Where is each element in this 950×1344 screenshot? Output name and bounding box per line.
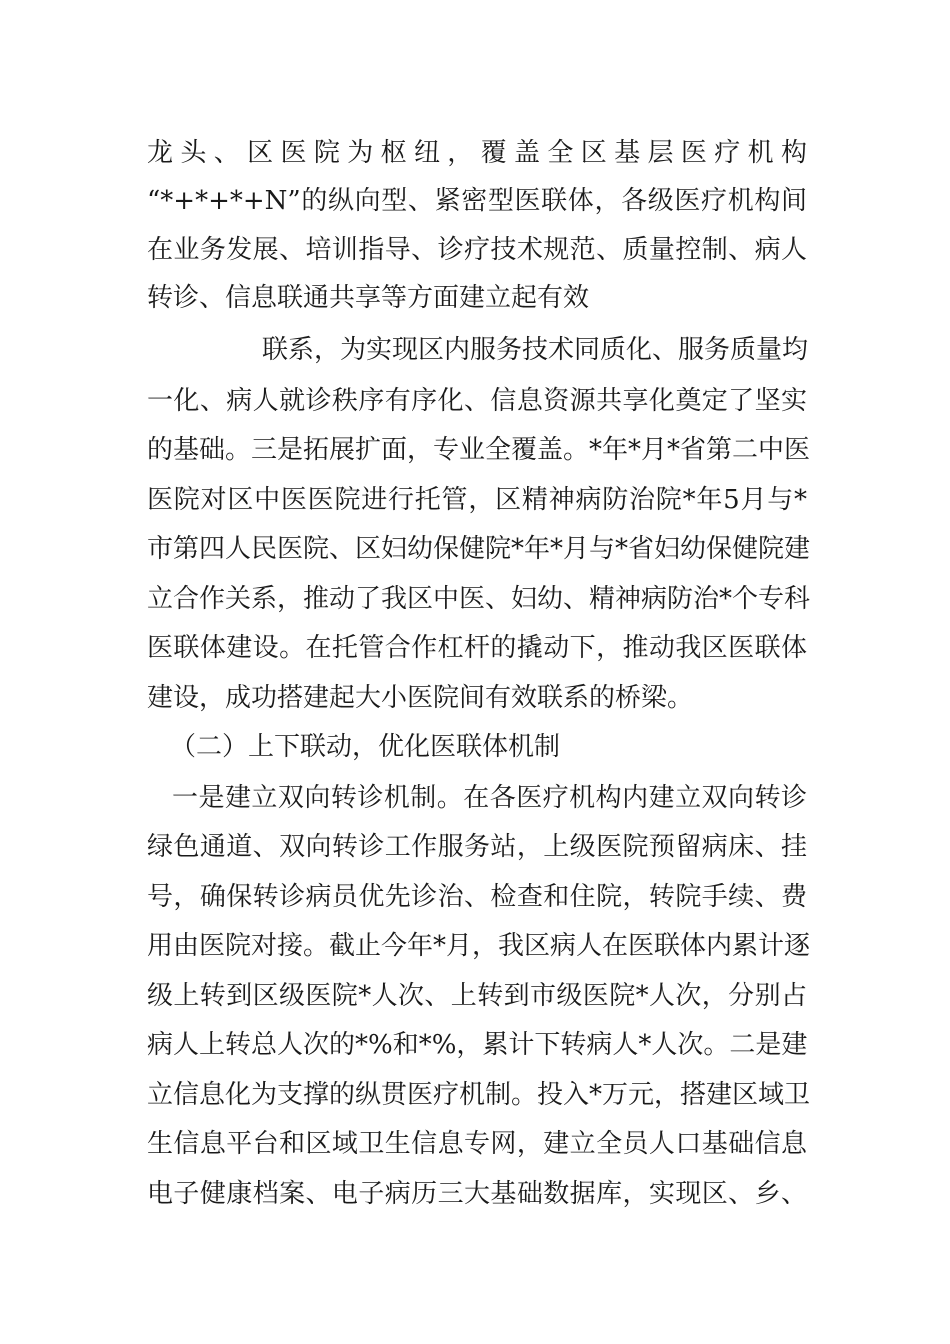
text-line-2: “*+*+*+N”的纵向型、紧密型医联体，各级医疗机构间 (147, 186, 807, 216)
text-line-16: 号，确保转诊病员优先诊治、检查和住院，转院手续、费 (147, 882, 807, 912)
text-line-7: 的基础。三是拓展扩面，专业全覆盖。*年*月*省第二中医 (147, 435, 811, 465)
text-line-14: 一是建立双向转诊机制。在各医疗机构内建立双向转诊 (172, 783, 807, 813)
text-line-15: 绿色通道、双向转诊工作服务站，上级医院预留病床、挂 (147, 832, 807, 862)
text-line-22: 电子健康档案、电子病历三大基础数据库，实现区、乡、 (147, 1179, 807, 1209)
text-line-11: 医联体建设。在托管合作杠杆的撬动下，推动我区医联体 (147, 633, 807, 663)
text-line-1: 龙头、区医院为枢纽，覆盖全区基层医疗机构 (147, 138, 807, 168)
text-line-18: 级上转到区级医院*人次、上转到市级医院*人次，分别占 (147, 981, 807, 1011)
text-line-4: 转诊、信息联通共享等方面建立起有效 (147, 283, 590, 313)
text-line-9: 市第四人民医院、区妇幼保健院*年*月与*省妇幼保健院建 (147, 534, 811, 564)
text-line-17: 用由医院对接。截止今年*月，我区病人在医联体内累计逐 (147, 931, 811, 961)
text-line-20: 立信息化为支撑的纵贯医疗机制。投入*万元，搭建区域卫 (147, 1080, 811, 1110)
text-line-12: 建设，成功搭建起大小医院间有效联系的桥梁。 (147, 683, 694, 713)
text-line-19: 病人上转总人次的*%和*%，累计下转病人*人次。二是建 (147, 1030, 808, 1060)
text-line-6: 一化、病人就诊秩序有序化、信息资源共享化奠定了坚实 (147, 386, 807, 416)
text-line-21: 生信息平台和区域卫生信息专网，建立全员人口基础信息 (147, 1129, 807, 1159)
text-line-8: 医院对区中医医院进行托管，区精神病防治院*年5月与* (147, 485, 807, 515)
text-line-10: 立合作关系，推动了我区中医、妇幼、精神病防治*个专科 (147, 584, 811, 614)
text-line-5: 联系，为实现区内服务技术同质化、服务质量均 (262, 335, 809, 365)
section-heading: （二）上下联动，优化医联体机制 (170, 732, 561, 762)
text-line-3: 在业务发展、培训指导、诊疗技术规范、质量控制、病人 (147, 235, 807, 265)
